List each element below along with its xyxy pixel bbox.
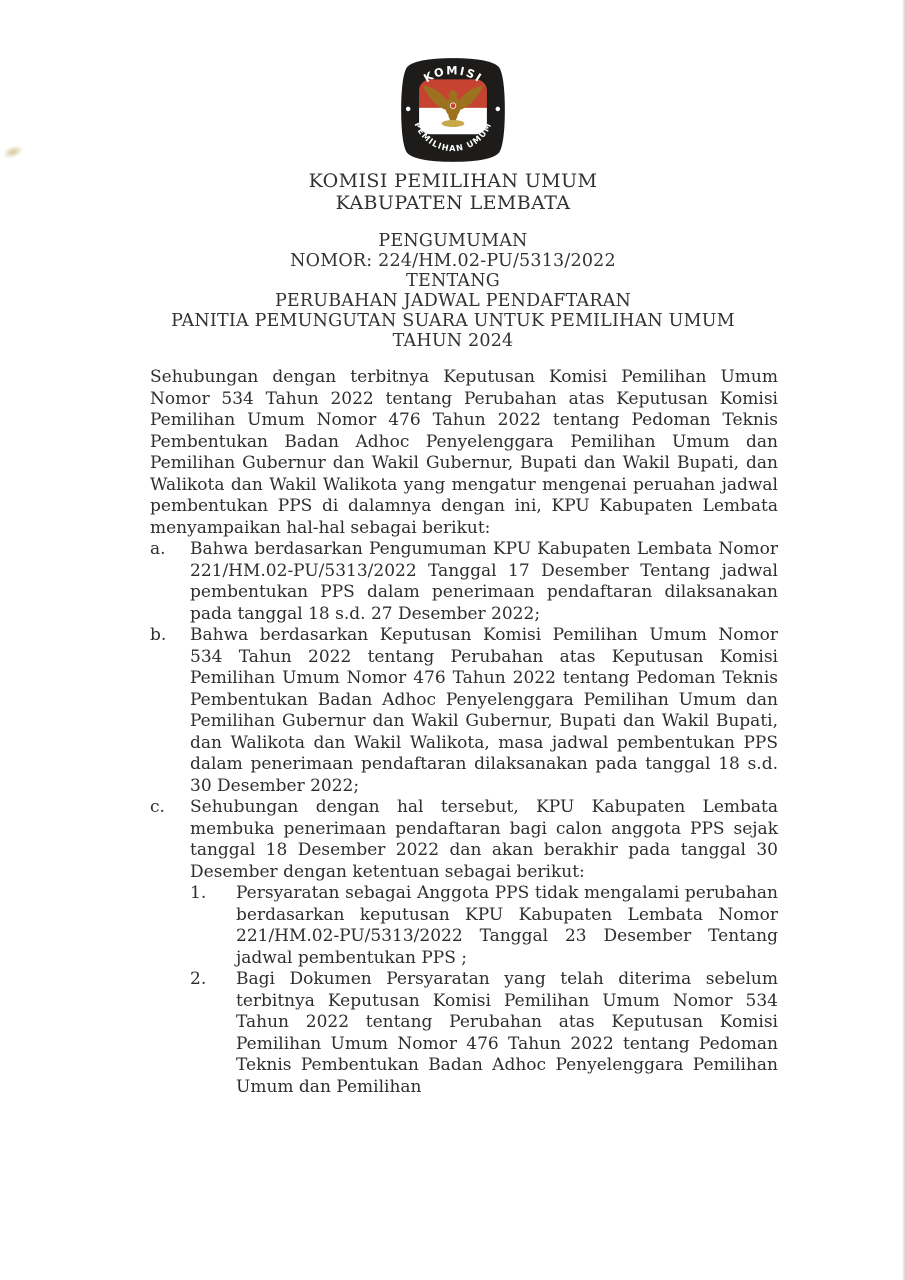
logo-top-text: KOMISI [421,63,486,86]
list-text-c: Sehubungan dengan hal tersebut, KPU Kabupaten Lembata membuka penerimaan pendaftaran bagi calon anggota PPS sejak tanggal 18 Desember 2022 dan akan berakhir pada tanggal 30 Desember dengan ketentuan sebagai berikut: [190,797,778,882]
kpu-logo [397,56,509,164]
title-perubahan: PERUBAHAN JADWAL PENDAFTARAN [274,291,632,311]
title-nomor: NOMOR: 224/HM.02-PU/5313/2022 [290,251,616,271]
organization-heading [0,170,906,214]
title-tentang: TENTANG [406,271,500,291]
list-text-b: Bahwa berdasarkan Keputusan Komisi Pemilihan Umum Nomor 534 Tahun 2022 tentang Perubahan atas Keputusan Komisi Pemilihan Umum Nomor 476 Tahun 2022 tentang Pedoman Teknis Pembentukan Badan Adhoc Penyelenggara Pemilihan Umum dan Pemilihan Gubernur dan Wakil Gubernur, Bupati dan Wakil Bupati, dan Walikota dan Wakil Walikota, masa jadwal pembentukan PPS dalam penerimaan pendaftaran dilaksanakan pada tanggal 18 s.d. 30 Desember 2022; [190,625,778,796]
intro-paragraph: Sehubungan dengan terbitnya Keputusan Komisi Pemilihan Umum Nomor 534 Tahun 2022 tentang Perubahan atas Keputusan Komisi Pemilihan Umum Nomor 476 Tahun 2022 tentang Pedoman Teknis Pembentukan Badan Adhoc Penyelenggara Pemilihan Umum dan Pemilihan Gubernur dan Wakil Gubernur, Bupati dan Wakil Bupati, dan Walikota dan Wakil Walikota yang mengatur mengenai peruahan jadwal pembentukan PPS di dalamnya dengan ini, KPU Kabupaten Lembata menyampaikan hal-hal sebagai berikut: [150,367,778,538]
sublist-marker-2: 2. [190,969,207,989]
list-item-c [150,797,778,883]
document-body [150,367,778,1098]
scan-smudge-artifact [1,143,26,162]
list-marker-a: a. [150,539,166,559]
logo-bottom-text: PEMILIHAN UMUM [412,120,494,154]
title-tahun: TAHUN 2024 [392,331,514,351]
sublist-item-2 [190,969,778,1098]
sublist-text-1: Persyaratan sebagai Anggota PPS tidak mengalami perubahan berdasarkan keputusan KPU Kabupaten Lembata Nomor 221/HM.02-PU/5313/2022 Tanggal 23 Desember Tentang jadwal pembentukan PPS ; [236,883,778,968]
document-title [0,231,906,351]
list-item-a [150,539,778,625]
sublist-item-1 [190,883,778,969]
list-text-a: Bahwa berdasarkan Pengumuman KPU Kabupaten Lembata Nomor 221/HM.02-PU/5313/2022 Tanggal 17 Desember Tentang jadwal pembentukan PPS dalam penerimaan pendaftaran dilaksanakan pada tanggal 18 s.d. 27 Desember 2022; [190,539,778,624]
badge-dot-right [496,107,501,112]
badge-dot-left [406,107,411,112]
title-panitia: PANITIA PEMUNGUTAN SUARA UNTUK PEMILIHAN UMUM [171,311,735,331]
sublist-text-2: Bagi Dokumen Persyaratan yang telah diterima sebelum terbitnya Keputusan Komisi Pemilihan Umum Nomor 534 Tahun 2022 tentang Perubahan atas Keputusan Komisi Pemilihan Umum Nomor 476 Tahun 2022 tentang Pedoman Teknis Pembentukan Badan Adhoc Penyelenggara Pemilihan Umum dan Pemilihan [236,969,778,1097]
list-marker-b: b. [150,625,167,645]
list-item-b [150,625,778,797]
list-marker-c: c. [150,797,165,817]
title-pengumuman: PENGUMUMAN [378,231,528,251]
sublist-marker-1: 1. [190,883,207,903]
kpu-logo-image [397,56,509,164]
org-line-1: KOMISI PEMILIHAN UMUM [308,170,598,192]
org-line-2: KABUPATEN LEMBATA [335,192,571,214]
